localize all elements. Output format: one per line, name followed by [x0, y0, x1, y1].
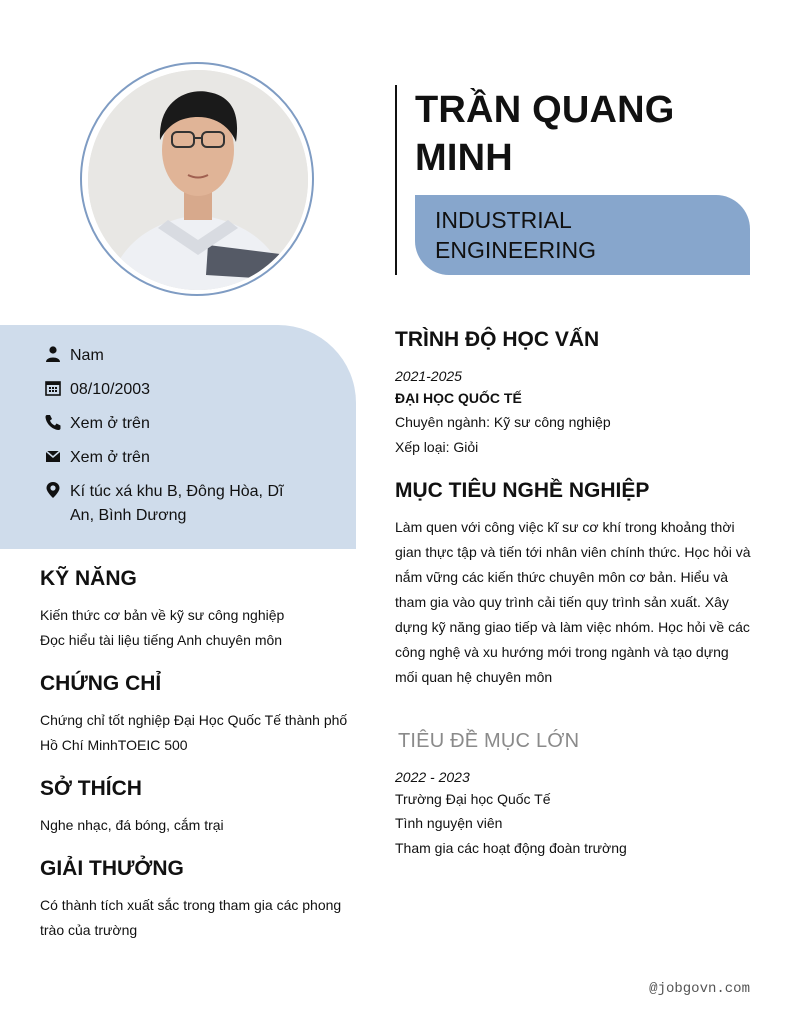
contact-email	[44, 446, 304, 470]
location-icon	[44, 481, 62, 499]
contact-text: Nam	[70, 347, 104, 364]
calendar-icon	[44, 379, 62, 397]
education-major: Chuyên ngành: Kỹ sư công nghiệp	[395, 414, 611, 430]
skills-title: KỸ NĂNG	[40, 567, 137, 590]
contact-text: Xem ở trên	[70, 415, 150, 432]
certificates-title: CHỨNG CHỈ	[40, 672, 162, 695]
skill-item: Kiến thức cơ bản về kỹ sư công nghiệp	[40, 607, 285, 623]
activity-title: TIÊU ĐỀ MỤC LỚN	[398, 730, 580, 752]
contact-panel	[0, 325, 356, 549]
activity-org: Trường Đại học Quốc Tế	[395, 791, 551, 807]
awards-title: GIẢI THƯỞNG	[40, 857, 184, 880]
activity-position: Tình nguyện viên	[395, 815, 503, 831]
objective-text: Làm quen với công việc kĩ sư cơ khí trong khoảng thời gian thực tập và tiến tới nhân viên chính thức. Học hỏi và nắm vững các kiến thức chuyên môn cơ bản. Hiểu và tham gia vào quy trình cải tiến quy trình sản xuất. Xây dựng kỹ năng giao tiếp và làm việc nhóm. Học hỏi về các công nghệ và xu hướng mới trong ngành và tạo dựng mối quan hệ chuyên môn	[395, 519, 751, 685]
role-banner	[415, 195, 750, 275]
hobbies-text: Nghe nhạc, đá bóng, cắm trại	[40, 817, 224, 833]
phone-icon	[44, 413, 62, 431]
contact-address	[44, 480, 304, 528]
education-school: ĐẠI HỌC QUỐC TẾ	[395, 390, 522, 406]
watermark: @jobgovn.com	[649, 981, 750, 997]
contact-phone	[44, 412, 304, 436]
certificates-text: Chứng chỉ tốt nghiệp Đại Học Quốc Tế thành phố Hồ Chí MinhTOEIC 500	[40, 712, 348, 753]
education-grade: Xếp loại: Giỏi	[395, 439, 479, 455]
education-title: TRÌNH ĐỘ HỌC VẤN	[395, 328, 600, 351]
header-divider	[395, 85, 397, 275]
contact-gender	[44, 344, 304, 368]
hobbies-title: SỞ THÍCH	[40, 777, 142, 800]
contact-text: Xem ở trên	[70, 449, 150, 466]
candidate-name: TRẦN QUANG MINH	[415, 89, 675, 179]
contact-text: Kí túc xá khu B, Đông Hòa, Dĩ An, Bình Dương	[70, 483, 284, 524]
avatar	[88, 70, 308, 290]
awards-text: Có thành tích xuất sắc trong tham gia các phong trào của trường	[40, 897, 342, 938]
contact-text: 08/10/2003	[70, 381, 151, 398]
mail-icon	[44, 447, 62, 465]
role-title: INDUSTRIAL ENGINEERING	[435, 207, 597, 263]
activity-description: Tham gia các hoạt động đoàn trường	[395, 840, 627, 856]
contact-birthdate	[44, 378, 304, 402]
user-icon	[44, 345, 62, 363]
objective-title: MỤC TIÊU NGHỀ NGHIỆP	[395, 479, 650, 502]
education-period: 2021-2025	[395, 368, 462, 384]
activity-period: 2022 - 2023	[395, 769, 470, 785]
skills-list	[40, 603, 350, 653]
skill-item: Đọc hiểu tài liệu tiếng Anh chuyên môn	[40, 632, 283, 648]
